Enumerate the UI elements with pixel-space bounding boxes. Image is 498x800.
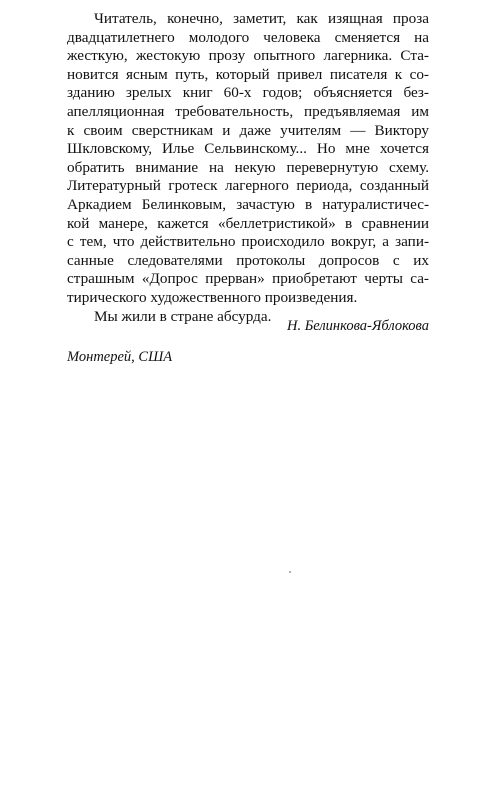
- paragraph-1: [67, 10, 429, 308]
- place-line: Монтерей, США: [67, 349, 173, 365]
- text-line: кой манере, кажется «беллетристикой» в сравнении: [67, 214, 429, 232]
- text-line: Читатель, конечно, заметит, как изящная проза: [94, 10, 429, 27]
- afterword-text: [67, 10, 429, 326]
- text-line: Аркадием Белинковым, зачастую в натуралистичес-: [67, 195, 429, 213]
- text-line: апелляционная требовательность, предъявляемая им: [67, 102, 429, 120]
- text-line: зданию зрелых книг 60-х годов; объясняется без-: [67, 84, 429, 102]
- text-line: новится ясным путь, который привел писателя к со-: [67, 65, 429, 83]
- text-line: двадцатилетнего молодого человека сменяется на: [67, 28, 429, 46]
- text-line: жесткую, жестокую прозу опытного лагерника. Ста-: [67, 47, 429, 65]
- print-speck: [289, 571, 291, 573]
- text-line: Мы жили в стране абсурда.: [94, 307, 272, 325]
- text-line: тирического художественного произведения.: [67, 288, 358, 306]
- author-signature: Н. Белинкова-Яблокова: [286, 318, 429, 334]
- text-line: Шкловскому, Илье Сельвинскому... Но мне хочется: [67, 140, 429, 158]
- text-line: обратить внимание на некую перевернутую схему.: [67, 158, 429, 176]
- text-line: с тем, что действительно происходило вокруг, а запи-: [67, 233, 429, 251]
- text-line: к своим сверстникам и даже учителям — Виктору: [67, 121, 429, 139]
- text-line: Литературный гротеск лагерного периода, созданный: [67, 177, 429, 195]
- text-line: санные следователями протоколы допросов с их: [67, 251, 429, 269]
- text-line: страшным «Допрос прерван» приобретают черты са-: [67, 270, 429, 288]
